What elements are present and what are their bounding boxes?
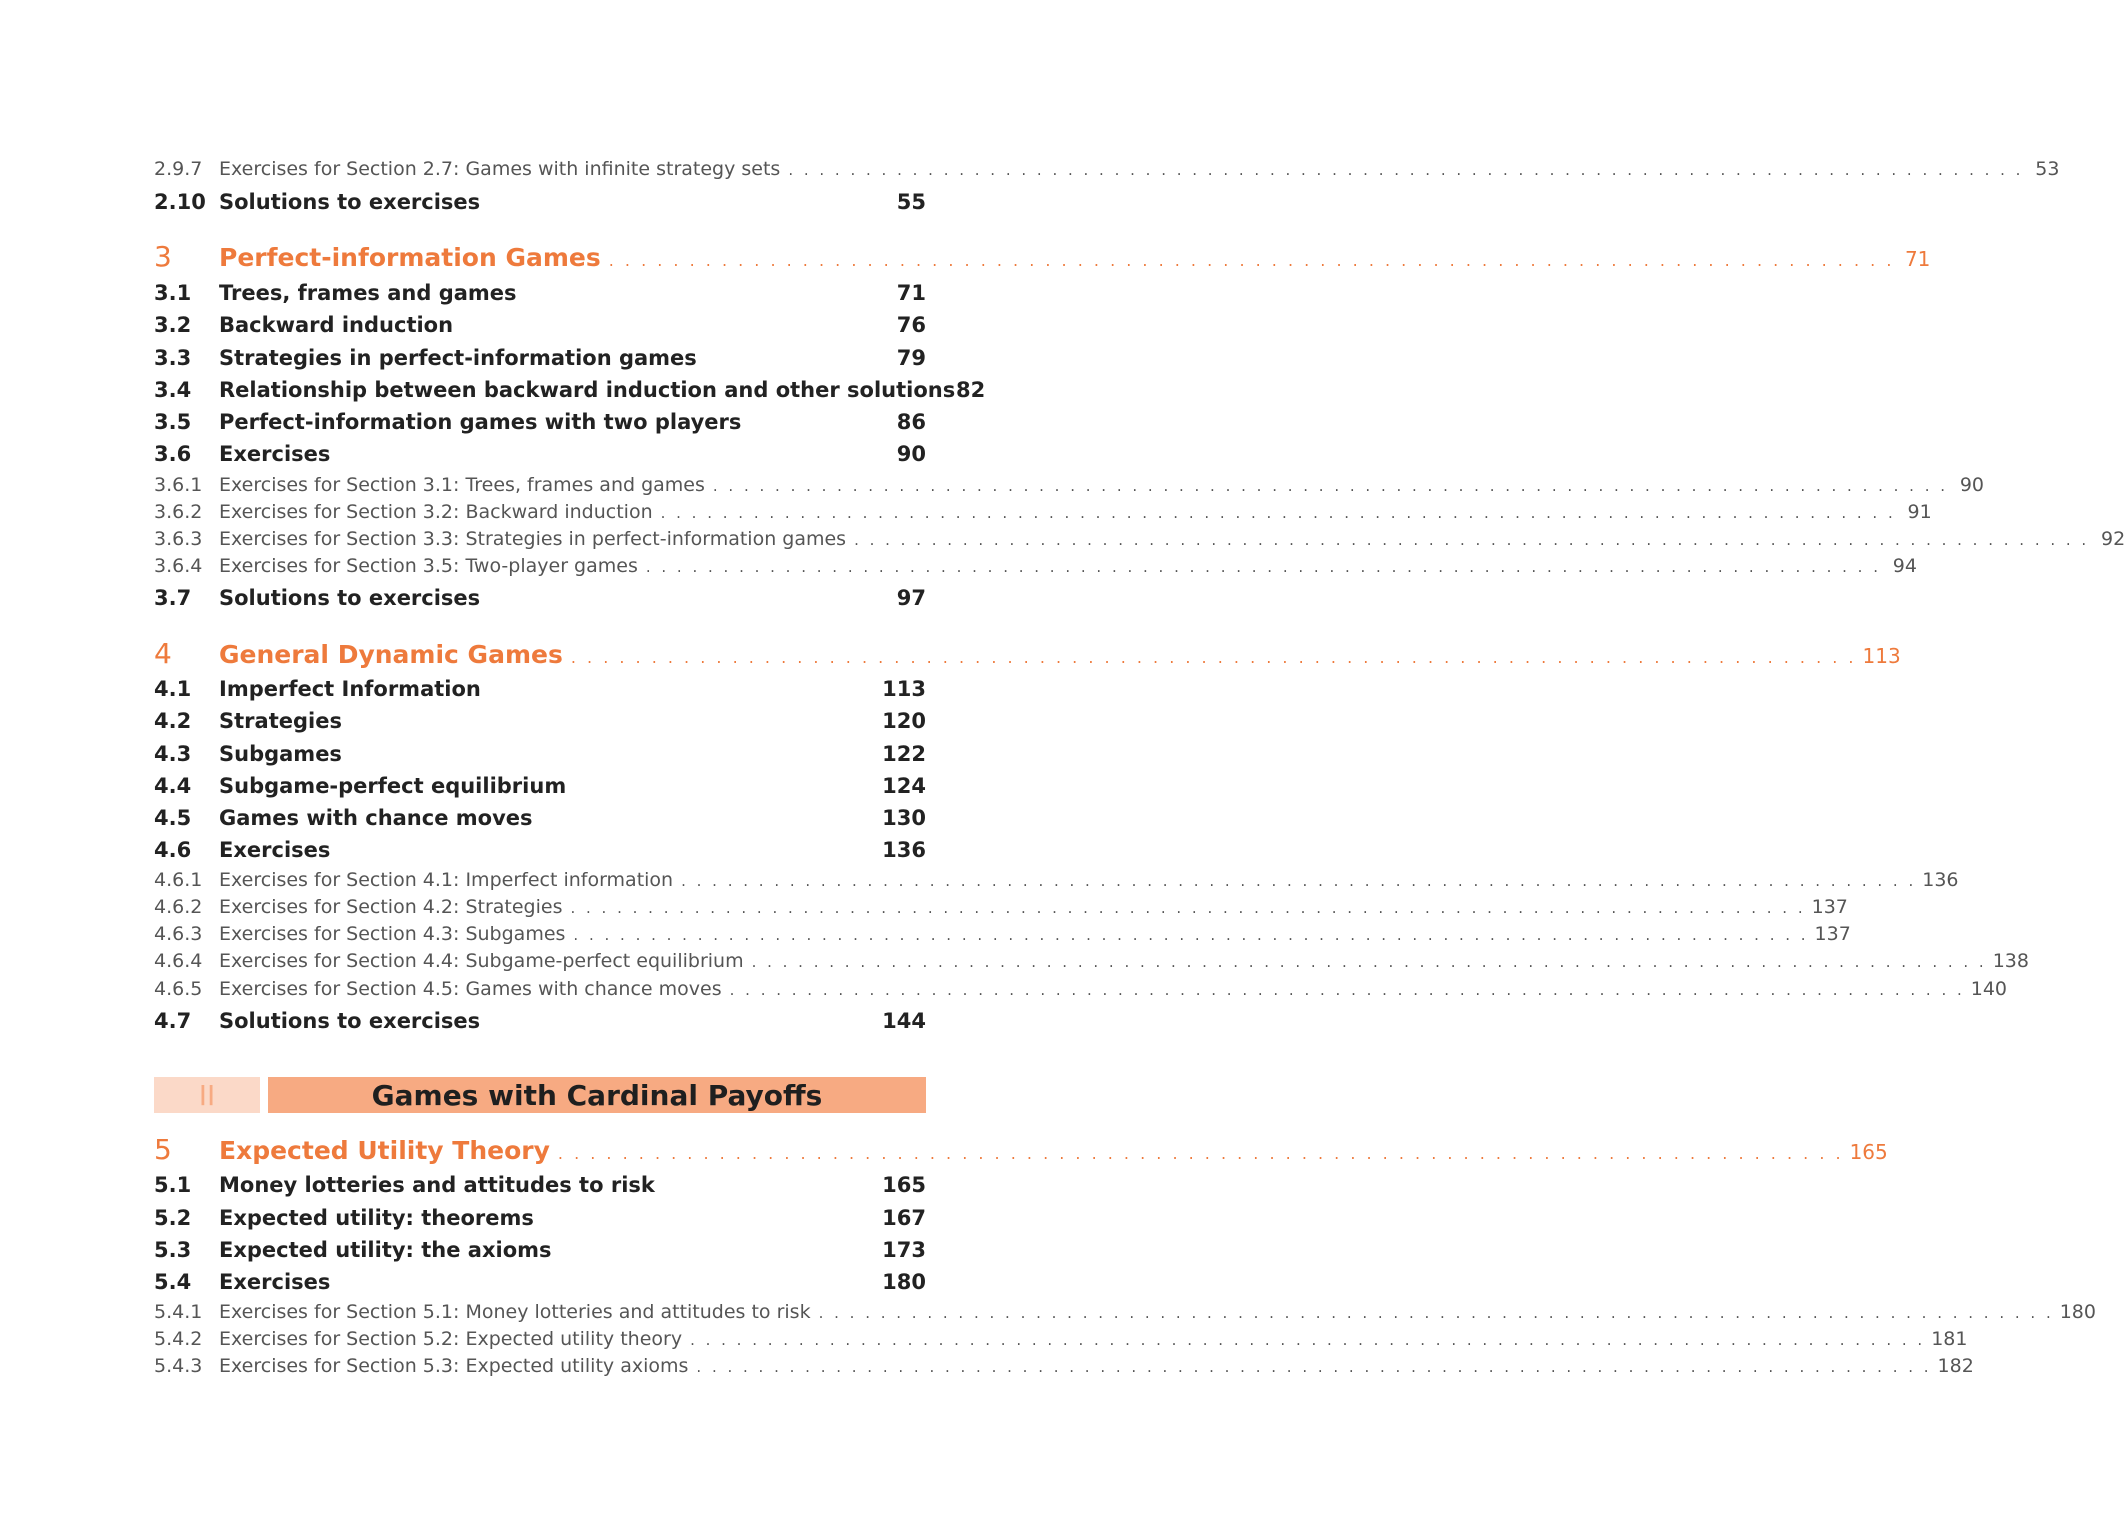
dot-leader: . . . . . . . . . . . . . . . . . . . . . . . . . . . . . . . . . . . . . . . . . . . . . . . . . . . . . . . . . . . . . . . . . . . . . . . . . . . . . . . . [788, 161, 2024, 179]
page-number[interactable]: 90 [1959, 474, 1985, 496]
entry-number: 4.4 [154, 774, 192, 798]
toc-section[interactable] [154, 1206, 926, 1230]
toc-chapter[interactable] [154, 240, 1931, 273]
entry-title[interactable]: Exercises [219, 442, 331, 466]
entry-title[interactable]: Perfect-information Games [219, 243, 601, 272]
toc-subsection[interactable] [154, 555, 1917, 577]
entry-number: 5.4.3 [154, 1355, 203, 1377]
entry-title[interactable]: General Dynamic Games [219, 640, 563, 669]
page-number[interactable]: 92 [2101, 528, 2125, 550]
dot-leader: . . . . . . . . . . . . . . . . . . . . . . . . . . . . . . . . . . . . . . . . . . . . . . . . . . . . . . . . . . . . . . . . . . . . . . . . . . . . . . . . [681, 872, 1917, 890]
toc-subsection[interactable] [154, 1355, 1974, 1377]
page-number[interactable]: 120 [882, 709, 926, 733]
entry-title[interactable]: Exercises for Section 4.4: Subgame-perfect equilibrium [219, 950, 744, 972]
entry-title[interactable]: Solutions to exercises [219, 1009, 481, 1033]
dot-leader: . . . . . . . . . . . . . . . . . . . . . . . . . . . . . . . . . . . . . . . . . . . . . . . . . . . . . . . . . . . . . . . . . . . . . . . . . . . . . . . . [557, 1144, 1844, 1163]
page-number[interactable]: 180 [2059, 1301, 2096, 1323]
page-number[interactable]: 180 [882, 1270, 926, 1294]
page-number[interactable]: 124 [882, 774, 926, 798]
entry-title[interactable]: Expected utility: theorems [219, 1206, 534, 1230]
toc-section[interactable] [154, 742, 926, 766]
part-number: II [154, 1077, 260, 1113]
page-number[interactable]: 136 [1922, 869, 1959, 891]
entry-number: 3.2 [154, 313, 192, 337]
dot-leader: . . . . . . . . . . . . . . . . . . . . . . . . . . . . . . . . . . . . . . . . . . . . . . . . . . . . . . . . . . . . . . . . . . . . . . . . . . . . . . . . [570, 648, 1857, 667]
toc-section[interactable] [154, 281, 926, 305]
entry-number: 3.6 [154, 442, 192, 466]
entry-number: 3.1 [154, 281, 192, 305]
toc-section[interactable] [154, 313, 926, 337]
toc-section[interactable] [154, 709, 926, 733]
entry-number: 5.2 [154, 1206, 192, 1230]
dot-leader: . . . . . . . . . . . . . . . . . . . . . . . . . . . . . . . . . . . . . . . . . . . . . . . . . . . . . . . . . . . . . . . . . . . . . . . . . . . . . . . . [645, 558, 1881, 576]
entry-number: 4.1 [154, 677, 192, 701]
entry-title[interactable]: Relationship between backward induction and other solutions [219, 378, 956, 402]
page-number[interactable]: 137 [1811, 896, 1848, 918]
entry-title[interactable]: Strategies in perfect-information games [219, 346, 697, 370]
entry-title[interactable]: Exercises for Section 4.3: Subgames [219, 923, 566, 945]
entry-number: 4.2 [154, 709, 192, 733]
entry-number: 4.3 [154, 742, 192, 766]
entry-title[interactable]: Imperfect Information [219, 677, 481, 701]
toc-section[interactable] [154, 1238, 926, 1262]
entry-title[interactable]: Games with chance moves [219, 806, 533, 830]
page-number[interactable]: 113 [1862, 644, 1901, 668]
toc-section[interactable] [154, 346, 926, 370]
page-number[interactable]: 122 [882, 742, 926, 766]
entry-title[interactable]: Exercises for Section 4.1: Imperfect information [219, 869, 674, 891]
part-title: Games with Cardinal Payoffs [268, 1077, 926, 1113]
entry-number: 5.4.2 [154, 1328, 203, 1350]
page-number[interactable]: 55 [896, 190, 926, 214]
page-number[interactable]: 91 [1907, 501, 1932, 523]
toc-chapter[interactable] [154, 637, 1901, 670]
toc-subsection[interactable] [154, 950, 2029, 972]
toc-subsection[interactable] [154, 501, 1932, 523]
entry-number: 4.6.3 [154, 923, 203, 945]
toc-subsection[interactable] [154, 1328, 1968, 1350]
page-number[interactable]: 71 [1904, 247, 1931, 271]
entry-title[interactable]: Money lotteries and attitudes to risk [219, 1173, 655, 1197]
entry-title[interactable]: Trees, frames and games [219, 281, 517, 305]
entry-number: 3.7 [154, 586, 192, 610]
entry-title[interactable]: Solutions to exercises [219, 190, 481, 214]
entry-number: 3.6.2 [154, 501, 203, 523]
entry-number: 5.3 [154, 1238, 192, 1262]
entry-title[interactable]: Exercises [219, 1270, 331, 1294]
entry-title[interactable]: Expected Utility Theory [219, 1136, 550, 1165]
entry-title[interactable]: Exercises for Section 2.7: Games with infinite strategy sets [219, 158, 781, 180]
page-number[interactable]: 94 [1892, 555, 1917, 577]
toc-subsection[interactable] [154, 896, 1848, 918]
dot-leader: . . . . . . . . . . . . . . . . . . . . . . . . . . . . . . . . . . . . . . . . . . . . . . . . . . . . . . . . . . . . . . . . . . . . . . . . . . . . . . . . [608, 251, 1895, 270]
entry-title[interactable]: Strategies [219, 709, 342, 733]
toc-section[interactable] [154, 838, 926, 862]
page-number[interactable]: 113 [882, 677, 926, 701]
dot-leader: . . . . . . . . . . . . . . . . . . . . . . . . . . . . . . . . . . . . . . . . . . . . . . . . . . . . . . . . . . . . . . . . . . . . . . . . . . . . . . . . [690, 1331, 1926, 1349]
entry-title[interactable]: Exercises for Section 5.1: Money lotteries and attitudes to risk [219, 1301, 811, 1323]
entry-number: 5.4.1 [154, 1301, 203, 1323]
entry-title[interactable]: Expected utility: the axioms [219, 1238, 552, 1262]
page-number[interactable]: 82 [956, 378, 986, 402]
dot-leader: . . . . . . . . . . . . . . . . . . . . . . . . . . . . . . . . . . . . . . . . . . . . . . . . . . . . . . . . . . . . . . . . . . . . . . . . . . . . . . . . [660, 504, 1896, 522]
entry-title[interactable]: Exercises for Section 3.5: Two-player games [219, 555, 638, 577]
toc-subsection[interactable] [154, 474, 1985, 496]
entry-number: 4.6.4 [154, 950, 203, 972]
page-number[interactable]: 90 [896, 442, 926, 466]
dot-leader: . . . . . . . . . . . . . . . . . . . . . . . . . . . . . . . . . . . . . . . . . . . . . . . . . . . . . . . . . . . . . . . . . . . . . . . . . . . . . . . . [712, 477, 1949, 495]
entry-number: 4 [154, 637, 172, 670]
toc-subsection[interactable] [154, 528, 2125, 550]
dot-leader: . . . . . . . . . . . . . . . . . . . . . . . . . . . . . . . . . . . . . . . . . . . . . . . . . . . . . . . . . . . . . . . . . . . . . . . . . . . . . . . . [854, 531, 2090, 549]
entry-title[interactable]: Subgames [219, 742, 342, 766]
part-heading [154, 1077, 926, 1113]
entry-title[interactable]: Exercises for Section 5.3: Expected utility axioms [219, 1355, 689, 1377]
page-number[interactable]: 173 [882, 1238, 926, 1262]
page-number[interactable]: 140 [1970, 978, 2008, 1000]
toc-section[interactable] [154, 677, 926, 701]
page-number[interactable]: 79 [896, 346, 926, 370]
toc-chapter[interactable] [154, 1133, 1888, 1166]
dot-leader: . . . . . . . . . . . . . . . . . . . . . . . . . . . . . . . . . . . . . . . . . . . . . . . . . . . . . . . . . . . . . . . . . . . . . . . . . . . . . . . . [573, 926, 1809, 944]
entry-title[interactable]: Exercises for Section 4.5: Games with chance moves [219, 978, 722, 1000]
entry-title[interactable]: Exercises for Section 3.1: Trees, frames and games [219, 474, 705, 496]
toc-subsection[interactable] [154, 158, 2060, 180]
page-number[interactable]: 76 [896, 313, 926, 337]
dot-leader: . . . . . . . . . . . . . . . . . . . . . . . . . . . . . . . . . . . . . . . . . . . . . . . . . . . . . . . . . . . . . . . . . . . . . . . . . . . . . . . . [818, 1304, 2054, 1322]
entry-number: 3.6.3 [154, 528, 203, 550]
entry-number: 2.10 [154, 190, 206, 214]
entry-title[interactable]: Perfect-information games with two players [219, 410, 742, 434]
entry-number: 3.4 [154, 378, 192, 402]
page-number[interactable]: 97 [896, 586, 926, 610]
entry-title[interactable]: Exercises for Section 3.3: Strategies in perfect-information games [219, 528, 847, 550]
dot-leader: . . . . . . . . . . . . . . . . . . . . . . . . . . . . . . . . . . . . . . . . . . . . . . . . . . . . . . . . . . . . . . . . . . . . . . . . . . . . . . . . [696, 1358, 1932, 1376]
page-number[interactable]: 181 [1931, 1328, 1968, 1350]
entry-number: 4.5 [154, 806, 192, 830]
dot-leader: . . . . . . . . . . . . . . . . . . . . . . . . . . . . . . . . . . . . . . . . . . . . . . . . . . . . . . . . . . . . . . . . . . . . . . . . . . . . . . . . [729, 981, 1965, 999]
page-number[interactable]: 86 [896, 410, 926, 434]
entry-number: 2.9.7 [154, 158, 203, 180]
toc-section[interactable] [154, 190, 926, 214]
entry-number: 3.5 [154, 410, 192, 434]
entry-title[interactable]: Exercises [219, 838, 331, 862]
toc-subsection[interactable] [154, 978, 2008, 1000]
entry-number: 4.6.2 [154, 896, 203, 918]
toc-section[interactable] [154, 1009, 926, 1033]
entry-title[interactable]: Solutions to exercises [219, 586, 481, 610]
page-number[interactable]: 137 [1814, 923, 1851, 945]
entry-number: 4.7 [154, 1009, 192, 1033]
toc-section[interactable] [154, 442, 926, 466]
entry-number: 4.6 [154, 838, 192, 862]
page-number[interactable]: 71 [896, 281, 926, 305]
entry-number: 5.4 [154, 1270, 192, 1294]
toc-section[interactable] [154, 1270, 926, 1294]
entry-number: 3.6.1 [154, 474, 203, 496]
toc-subsection[interactable] [154, 869, 1959, 891]
toc-section[interactable] [154, 410, 926, 434]
toc-section[interactable] [154, 378, 986, 402]
entry-title[interactable]: Subgame-perfect equilibrium [219, 774, 567, 798]
entry-title[interactable]: Backward induction [219, 313, 454, 337]
page-number[interactable]: 167 [882, 1206, 926, 1230]
entry-number: 3.6.4 [154, 555, 203, 577]
entry-number: 3.3 [154, 346, 192, 370]
toc-subsection[interactable] [154, 923, 1851, 945]
entry-title[interactable]: Exercises for Section 4.2: Strategies [219, 896, 563, 918]
dot-leader: . . . . . . . . . . . . . . . . . . . . . . . . . . . . . . . . . . . . . . . . . . . . . . . . . . . . . . . . . . . . . . . . . . . . . . . . . . . . . . . . [751, 953, 1987, 971]
toc-section[interactable] [154, 806, 926, 830]
page-number[interactable]: 165 [882, 1173, 926, 1197]
page-number[interactable]: 144 [882, 1009, 926, 1033]
toc-section[interactable] [154, 586, 926, 610]
toc-section[interactable] [154, 1173, 926, 1197]
toc-section[interactable] [154, 774, 926, 798]
entry-number: 5 [154, 1133, 172, 1166]
entry-title[interactable]: Exercises for Section 3.2: Backward induction [219, 501, 653, 523]
page-number[interactable]: 53 [2035, 158, 2060, 180]
entry-title[interactable]: Exercises for Section 5.2: Expected utility theory [219, 1328, 683, 1350]
entry-number: 4.6.1 [154, 869, 203, 891]
dot-leader: . . . . . . . . . . . . . . . . . . . . . . . . . . . . . . . . . . . . . . . . . . . . . . . . . . . . . . . . . . . . . . . . . . . . . . . . . . . . . . . . [570, 899, 1806, 917]
page-number[interactable]: 182 [1937, 1355, 1974, 1377]
entry-number: 3 [154, 240, 172, 273]
entry-number: 5.1 [154, 1173, 192, 1197]
page-number[interactable]: 136 [882, 838, 926, 862]
page-number[interactable]: 165 [1849, 1140, 1888, 1164]
page-number[interactable]: 130 [882, 806, 926, 830]
toc-subsection[interactable] [154, 1301, 2096, 1323]
entry-number: 4.6.5 [154, 978, 203, 1000]
page-number[interactable]: 138 [1992, 950, 2029, 972]
